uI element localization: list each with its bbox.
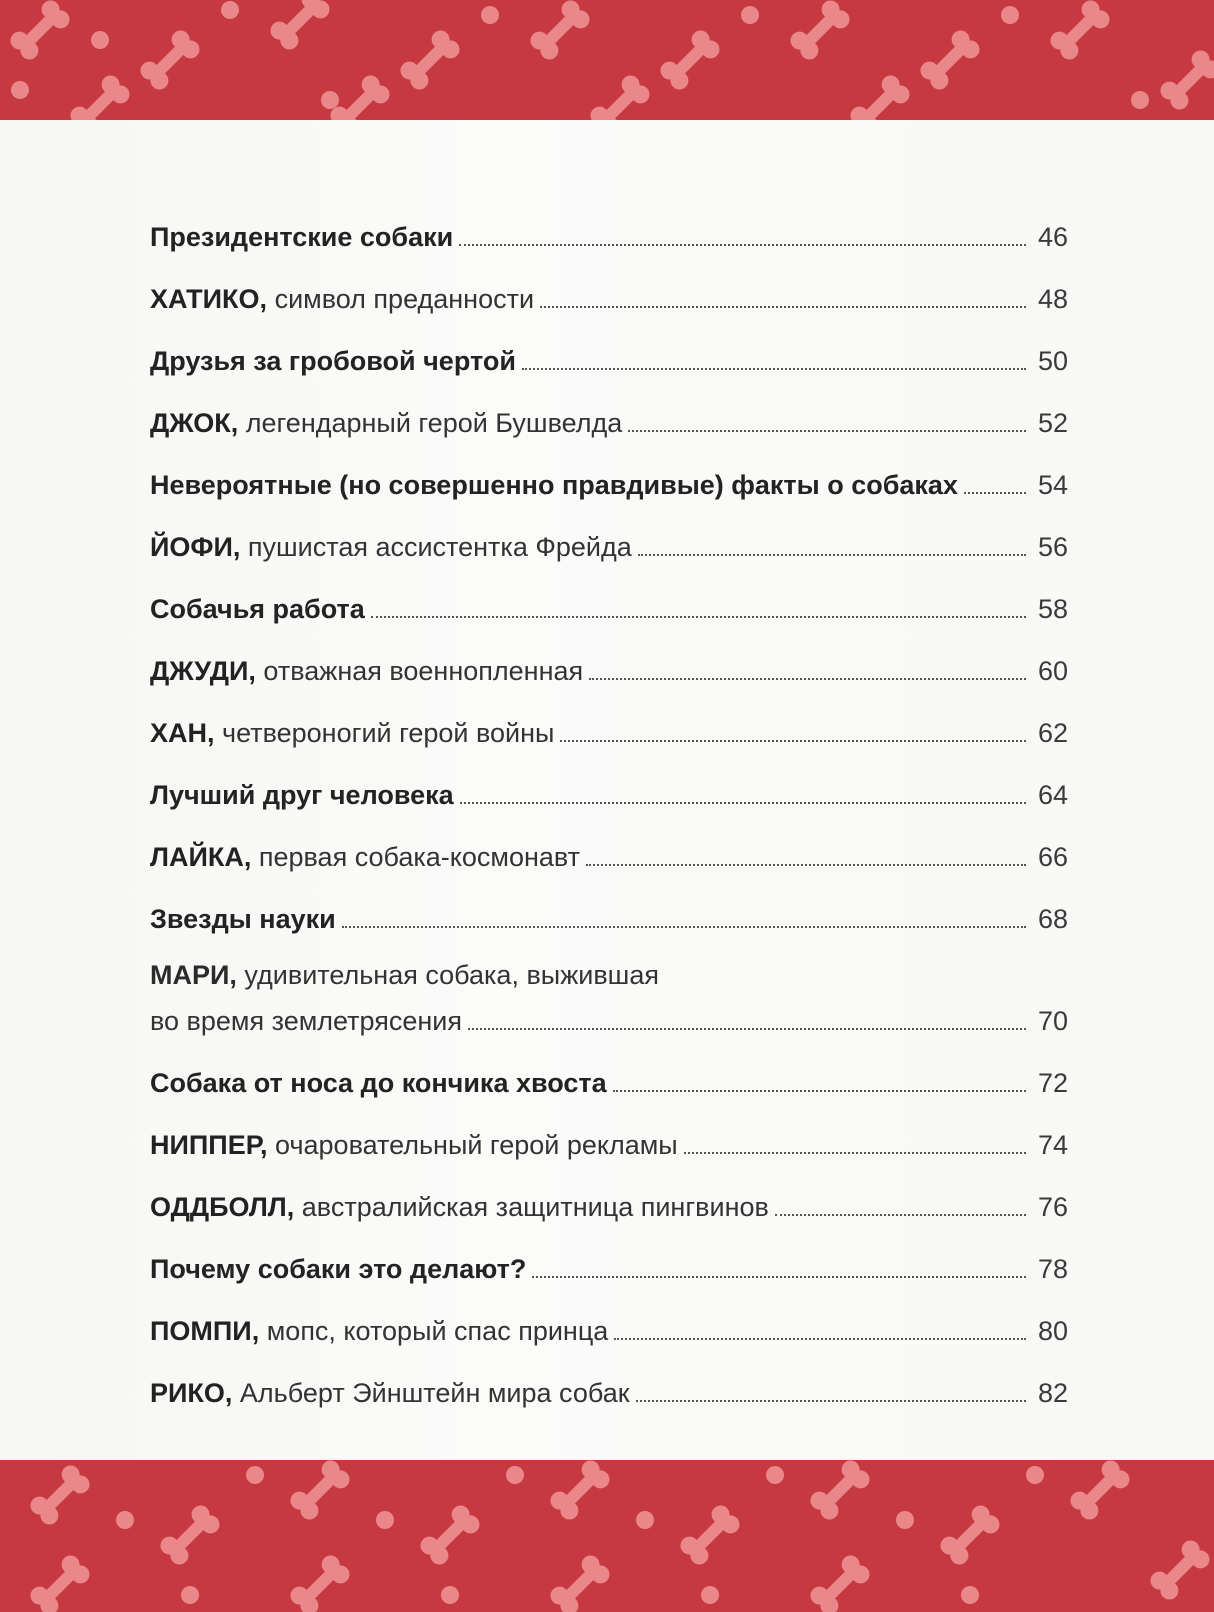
dog-description-continued: во время землетрясения [150, 1006, 462, 1036]
toc-entry[interactable] [150, 378, 1068, 440]
bone-pattern-bottom [0, 1460, 1214, 1612]
dog-name: ЛАЙКА, [150, 842, 252, 872]
dot-leader [560, 740, 1026, 742]
dog-name: ДЖУДИ, [150, 656, 256, 686]
dot-leader [964, 492, 1026, 494]
dog-description: пушистая ассистентка Фрейда [247, 532, 632, 562]
dog-name: ЙОФИ, [150, 532, 241, 562]
bone-pattern-top [0, 0, 1214, 120]
page-number: 54 [1037, 470, 1068, 500]
dot-leader [775, 1214, 1026, 1216]
dot-leader [342, 926, 1026, 928]
dog-description: символ преданности [274, 284, 535, 314]
content-page [0, 120, 1214, 1460]
page-number: 70 [1037, 1006, 1068, 1036]
dog-name: ОДДБОЛЛ, [150, 1192, 295, 1222]
toc-entry[interactable] [150, 874, 1068, 936]
toc-dog-title [150, 282, 534, 316]
dot-leader [540, 306, 1026, 308]
toc-entry[interactable] [150, 502, 1068, 564]
toc-dog-title [150, 1376, 630, 1410]
toc-entry[interactable] [150, 316, 1068, 378]
dog-description: удивительная собака, выжившая [244, 960, 659, 990]
page-number: 58 [1037, 594, 1068, 624]
dot-leader [636, 1400, 1026, 1402]
page-number: 50 [1037, 346, 1068, 376]
toc-dog-title [150, 936, 1068, 998]
dot-leader [371, 616, 1026, 618]
toc-entry[interactable] [150, 564, 1068, 626]
dog-name: ДЖОК, [150, 408, 239, 438]
toc-entry[interactable] [150, 626, 1068, 688]
page-number: 74 [1037, 1130, 1068, 1160]
toc-entry-line2 [150, 998, 1068, 1038]
page-number: 76 [1037, 1192, 1068, 1222]
dog-name: МАРИ, [150, 960, 237, 990]
toc-section-title: Звезды науки [150, 904, 336, 934]
page-number: 48 [1037, 284, 1068, 314]
dog-description: австралийская защитница пингвинов [301, 1192, 769, 1222]
dot-leader [586, 864, 1026, 866]
toc-dog-title [150, 840, 580, 874]
toc-dog-title [150, 654, 583, 688]
dog-description: Альберт Эйнштейн мира собак [239, 1378, 630, 1408]
toc-entry[interactable] [150, 440, 1068, 502]
dot-leader [613, 1090, 1026, 1092]
toc-dog-title [150, 530, 632, 564]
bone-icon [7, 0, 1214, 120]
page-number: 56 [1037, 532, 1068, 562]
dog-description: первая собака-космонавт [258, 842, 581, 872]
toc-entry[interactable] [150, 688, 1068, 750]
toc-section-title: Лучший друг человека [150, 780, 454, 810]
bone-icon [27, 1460, 1213, 1612]
dog-name: ПОМПИ, [150, 1316, 260, 1346]
toc-entry[interactable] [150, 1162, 1068, 1224]
toc-entry[interactable] [150, 812, 1068, 874]
page-number: 78 [1037, 1254, 1068, 1284]
toc-section-title: Невероятные (но совершенно правдивые) факты о собаках [150, 470, 958, 500]
page-number: 46 [1037, 222, 1068, 252]
page-number: 62 [1037, 718, 1068, 748]
toc-section-title: Почему собаки это делают? [150, 1254, 527, 1284]
dot-leader [522, 368, 1026, 370]
dog-description: легендарный герой Бушвелда [245, 408, 623, 438]
toc-entry[interactable] [150, 1038, 1068, 1100]
toc-section-title: Собачья работа [150, 594, 365, 624]
dog-name: ХАН, [150, 718, 215, 748]
page-number: 52 [1037, 408, 1068, 438]
toc-entry[interactable] [150, 192, 1068, 254]
dot-leader [638, 554, 1026, 556]
dot-leader [532, 1276, 1026, 1278]
toc-dog-title [150, 406, 622, 440]
toc-dog-title [150, 716, 554, 750]
bottom-decorative-band [0, 1460, 1214, 1612]
page-number: 68 [1037, 904, 1068, 934]
dog-name: ХАТИКО, [150, 284, 268, 314]
top-decorative-band [0, 0, 1214, 120]
toc-section-title: Друзья за гробовой чертой [150, 346, 516, 376]
dot-leader [589, 678, 1026, 680]
page-number: 82 [1037, 1378, 1068, 1408]
dog-description: мопс, который спас принца [266, 1316, 609, 1346]
dog-description: очаровательный герой рекламы [275, 1130, 678, 1160]
dot-leader [468, 1028, 1026, 1030]
page-number: 66 [1037, 842, 1068, 872]
table-of-contents [150, 192, 1068, 1410]
dot-leader [460, 802, 1026, 804]
dog-name: НИППЕР, [150, 1130, 268, 1160]
toc-entry[interactable] [150, 1224, 1068, 1286]
toc-entry[interactable] [150, 254, 1068, 316]
dog-description: четвероногий герой войны [222, 718, 555, 748]
dot-leader [684, 1152, 1026, 1154]
toc-entry[interactable] [150, 750, 1068, 812]
toc-dog-title [150, 1190, 769, 1224]
dog-description: отважная военнопленная [263, 656, 584, 686]
toc-entry[interactable] [150, 1286, 1068, 1348]
toc-section-title: Президентские собаки [150, 222, 454, 252]
page-number: 80 [1037, 1316, 1068, 1346]
toc-entry[interactable] [150, 1100, 1068, 1162]
dot-leader [614, 1338, 1026, 1340]
toc-dog-title [150, 1314, 608, 1348]
dot-leader [628, 430, 1026, 432]
dog-name: РИКО, [150, 1378, 233, 1408]
toc-dog-title [150, 1128, 678, 1162]
toc-section-title: Собака от носа до кончика хвоста [150, 1068, 607, 1098]
page-number: 64 [1037, 780, 1068, 810]
toc-entry[interactable] [150, 1348, 1068, 1410]
page-number: 72 [1037, 1068, 1068, 1098]
toc-entry[interactable] [150, 936, 1068, 1038]
dot-leader [459, 244, 1026, 246]
page-number: 60 [1037, 656, 1068, 686]
